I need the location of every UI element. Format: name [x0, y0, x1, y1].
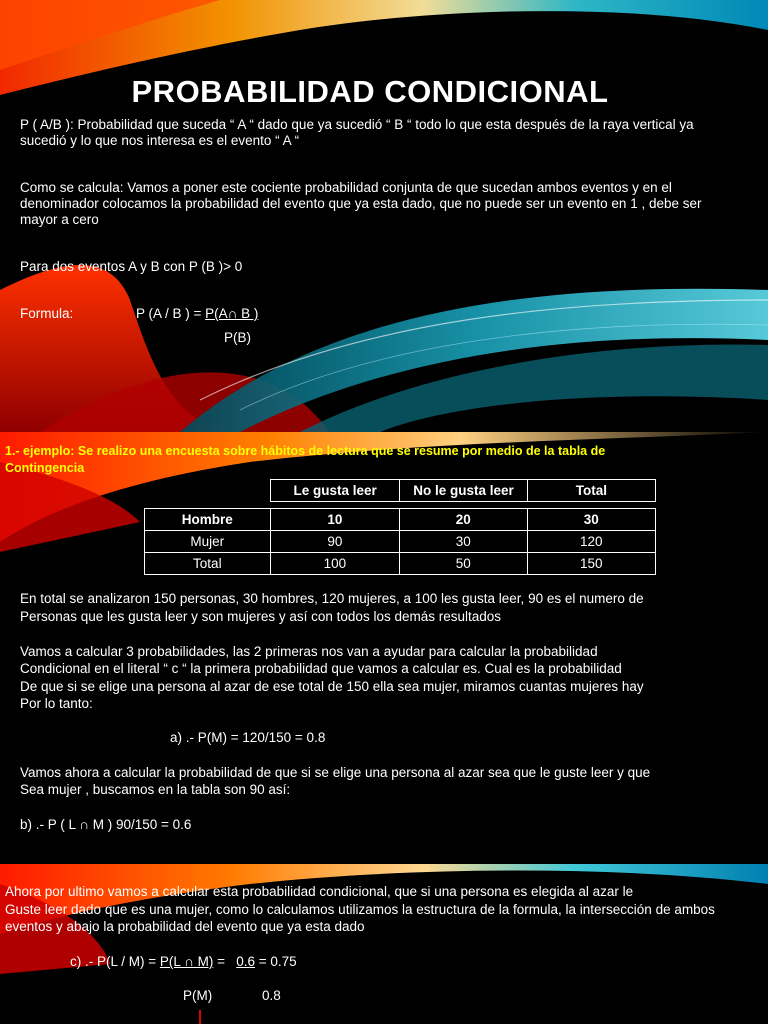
calc-c-numerator-1: P(L ∩ M) [159, 954, 214, 969]
calc-c-left: c) .- P(L / M) = [70, 954, 160, 969]
table-cell: 150 [527, 553, 656, 575]
contingency-table-header [270, 479, 656, 502]
table-cell: 20 [400, 509, 527, 531]
definition-line-1: P ( A/B ): Probabilidad que suceda “ A “ dado que ya sucedió “ B “ todo lo que esta después de la raya vertical ya [20, 117, 694, 132]
table-cell: 30 [527, 509, 656, 531]
row-label: Hombre [145, 509, 271, 531]
calculation-c [70, 954, 297, 970]
example-title [5, 443, 605, 477]
table-row [145, 553, 656, 575]
definition-line-2: sucedió y lo que nos interesa es el evento “ A “ [20, 133, 300, 148]
table-cell: 120 [527, 531, 656, 553]
row-label: Mujer [145, 531, 271, 553]
header-no-le-gusta-leer: No le gusta leer [400, 480, 527, 502]
formula-numerator: P(A∩ B ) [205, 306, 259, 321]
next-line-2: Sea mujer , buscamos en la tabla son 90 así: [20, 782, 291, 797]
calculation-b: b) .- P ( L ∩ M ) 90/150 = 0.6 [20, 817, 192, 832]
calculation-a: a) .- P(M) = 120/150 = 0.8 [170, 730, 326, 745]
table-row [145, 509, 656, 531]
table-cell: 90 [270, 531, 399, 553]
formula [136, 306, 258, 322]
wave-background [0, 0, 768, 432]
calculation-line-2: denominador colocamos la probabilidad del evento que ya esta dado, que no puede ser un evento en 1 , debe ser [20, 196, 702, 211]
plan-line-3: De que si se elige una persona al azar de ese total de 150 ella sea mujer, miramos cuantas mujeres hay [20, 679, 644, 694]
calc-c-numerator-2: 0.6 [236, 954, 256, 969]
next-line-1: Vamos ahora a calcular la probabilidad de que si se elige una persona al azar sea que le guste leer y que [20, 765, 651, 780]
calculation-line-1: Como se calcula: Vamos a poner este cociente probabilidad conjunta de que sucedan ambos eventos y en el [20, 180, 672, 195]
page-title: PROBABILIDAD CONDICIONAL [131, 74, 609, 109]
formula-denominator: P(B) [224, 330, 251, 345]
plan-line-4: Por lo tanto: [20, 696, 93, 711]
summary-line-1: En total se analizaron 150 personas, 30 hombres, 120 mujeres, a 100 les gusta leer, 90 es el numero de [20, 591, 644, 606]
slide-2 [0, 432, 768, 864]
table-row [145, 531, 656, 553]
cursor-mark [199, 1010, 201, 1024]
example-title-line-1: 1.- ejemplo: Se realizo una encuesta sobre hábitos de lectura que se resume por medio de la tabla de [5, 444, 606, 458]
condition-text: Para dos eventos A y B con P (B )> 0 [20, 259, 243, 274]
header-le-gusta-leer: Le gusta leer [271, 480, 400, 502]
row-label: Total [145, 553, 271, 575]
plan-line-2: Condicional en el literal “ c “ la primera probabilidad que vamos a calcular es. Cual es la probabilidad [20, 661, 622, 676]
table-cell: 50 [400, 553, 527, 575]
slide-3 [0, 864, 768, 1024]
conclusion-line-3: eventos y abajo la probabilidad del evento que ya esta dado [5, 919, 365, 934]
calc-c-denominator-2: 0.8 [262, 988, 281, 1003]
table-cell: 30 [400, 531, 527, 553]
conclusion-line-1: Ahora por ultimo vamos a calcular esta probabilidad condicional, que si una persona es elegida al azar le [5, 884, 634, 899]
slide-1 [0, 0, 768, 432]
formula-left: P (A / B ) = [136, 306, 206, 321]
conclusion-line-2: Guste leer dado que es una mujer, como lo calculamos utilizamos la estructura de la formula, la intersección de ambos [5, 902, 715, 917]
calc-c-equals: = [213, 954, 229, 969]
summary-line-2: Personas que les gusta leer y son mujeres y así con todos los demás resultados [20, 609, 502, 624]
table-cell: 100 [270, 553, 399, 575]
contingency-table [144, 508, 656, 575]
calculation-line-3: mayor a cero [20, 212, 99, 227]
plan-line-1: Vamos a calcular 3 probabilidades, las 2 primeras nos van a ayudar para calcular la probabilidad [20, 644, 598, 659]
header-total: Total [527, 480, 655, 502]
example-title-line-2: Contingencia [5, 461, 85, 475]
calc-c-denominator-1: P(M) [183, 988, 213, 1003]
formula-label: Formula: [20, 306, 74, 321]
calc-c-result: = 0.75 [255, 954, 297, 969]
table-cell: 10 [270, 509, 399, 531]
